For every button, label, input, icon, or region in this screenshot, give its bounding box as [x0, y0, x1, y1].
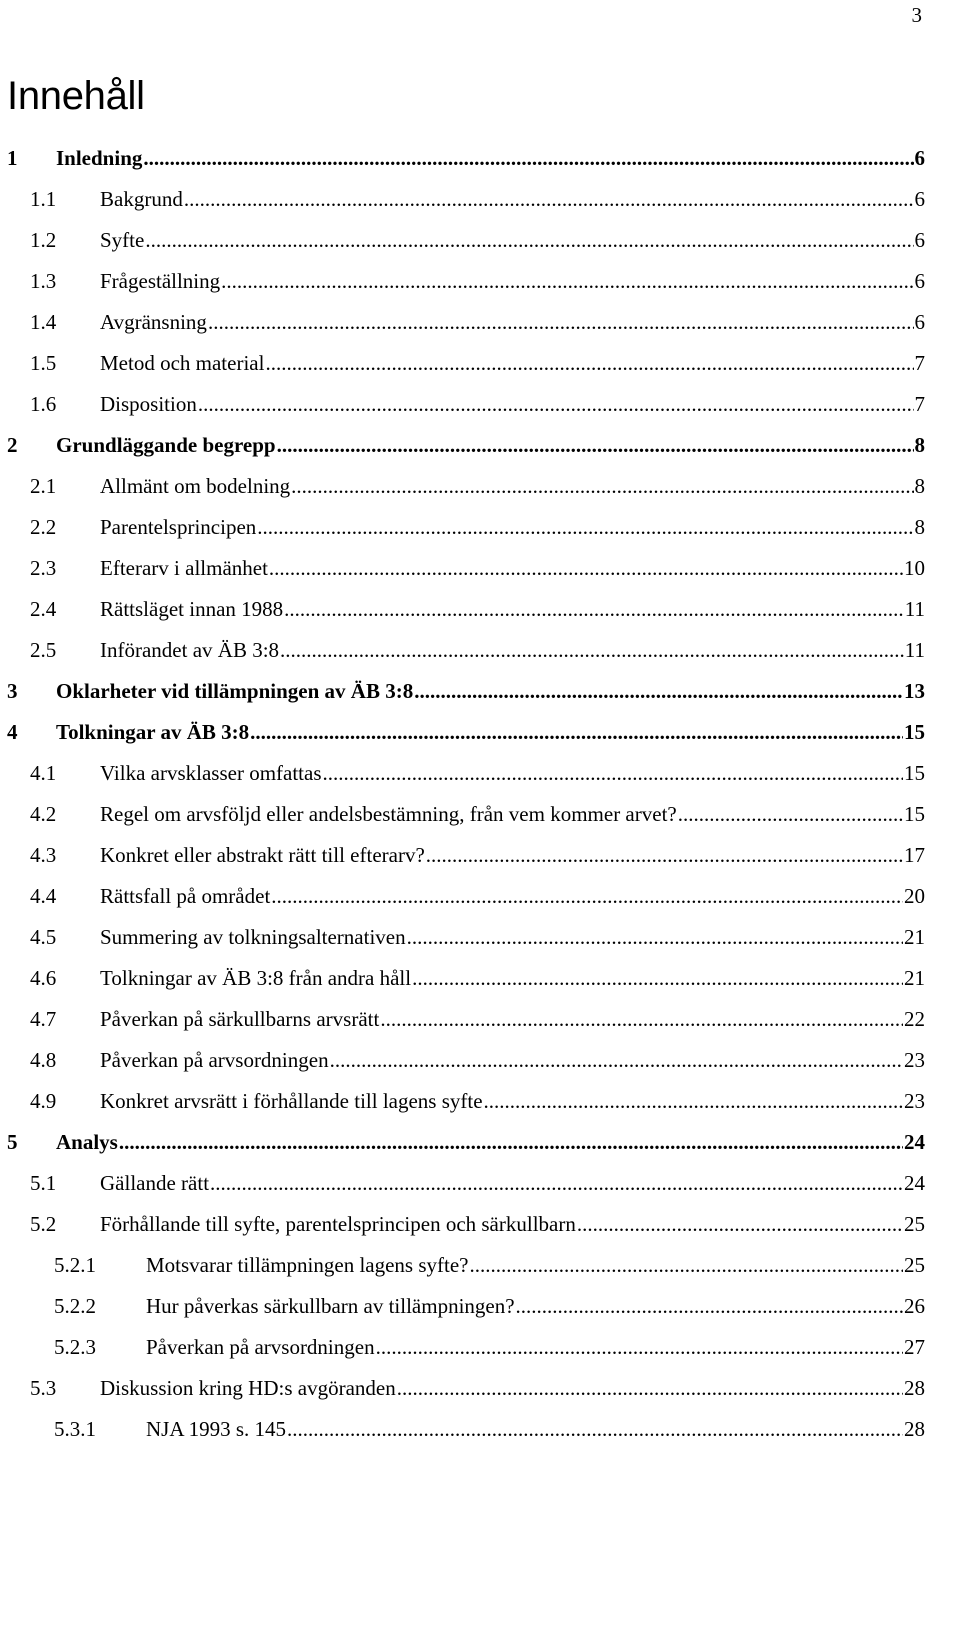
toc-entry-page: 22	[904, 1007, 925, 1031]
toc-entry-title: Konkret eller abstrakt rätt till efterarv?	[100, 843, 425, 867]
dot-leader	[516, 1294, 903, 1319]
toc-entry[interactable]	[0, 884, 925, 914]
toc-entry[interactable]	[0, 515, 925, 545]
dot-leader	[397, 1376, 903, 1401]
toc-entry-title: Hur påverkas särkullbarn av tillämpningen?	[146, 1294, 515, 1318]
toc-entry-number: 5.2	[30, 1212, 57, 1236]
toc-entry-number: 2.3	[30, 556, 57, 580]
toc-entry[interactable]	[0, 1007, 925, 1037]
toc-entry-number: 4.4	[30, 884, 57, 908]
toc-entry-page: 8	[914, 515, 925, 539]
toc-entry-page: 24	[904, 1130, 925, 1154]
toc-entry-title: Oklarheter vid tillämpningen av ÄB 3:8	[56, 679, 414, 703]
toc-entry-page: 10	[904, 556, 925, 580]
dot-leader	[323, 761, 903, 786]
toc-entry-title: Påverkan på särkullbarns arvsrätt	[100, 1007, 380, 1031]
toc-entry[interactable]	[0, 1253, 925, 1283]
toc-entry-title: Rättsläget innan 1988	[100, 597, 284, 621]
dot-leader	[210, 1171, 903, 1196]
toc-entry-number: 4.9	[30, 1089, 57, 1113]
dot-leader	[184, 187, 914, 212]
toc-entry-page: 6	[914, 310, 925, 334]
dot-leader	[678, 802, 903, 827]
toc-entry[interactable]	[0, 228, 925, 258]
toc-entry-number: 1.4	[30, 310, 57, 334]
dot-leader	[250, 720, 903, 745]
dot-leader	[287, 1417, 903, 1442]
toc-entry-number: 2.1	[30, 474, 57, 498]
toc-entry[interactable]	[0, 1048, 925, 1078]
toc-entry[interactable]	[0, 146, 925, 176]
toc-entry-page: 11	[904, 638, 925, 662]
toc-entry-page: 28	[904, 1417, 925, 1441]
toc-entry-number: 2.5	[30, 638, 57, 662]
toc-entry-number: 4.1	[30, 761, 57, 785]
toc-entry-page: 21	[904, 925, 925, 949]
toc-entry[interactable]	[0, 1212, 925, 1242]
toc-entry-page: 11	[904, 597, 925, 621]
toc-entry-page: 17	[904, 843, 925, 867]
toc-entry-page: 13	[904, 679, 925, 703]
toc-entry[interactable]	[0, 556, 925, 586]
toc-entry[interactable]	[0, 843, 925, 873]
toc-entry-page: 25	[904, 1253, 925, 1277]
toc-entry-number: 5.2.2	[54, 1294, 96, 1318]
toc-entry-title: Vilka arvsklasser omfattas	[100, 761, 322, 785]
toc-entry-number: 1.2	[30, 228, 57, 252]
toc-entry-title: Analys	[56, 1130, 118, 1154]
toc-entry[interactable]	[0, 802, 925, 832]
toc-entry-title: Avgränsning	[100, 310, 207, 334]
toc-entry[interactable]	[0, 1376, 925, 1406]
toc-entry[interactable]	[0, 310, 925, 340]
toc-entry-number: 5	[7, 1130, 18, 1154]
toc-entry-title: Gällande rätt	[100, 1171, 210, 1195]
toc-entry-page: 6	[914, 269, 925, 293]
dot-leader	[143, 146, 913, 171]
toc-entry-number: 5.2.1	[54, 1253, 96, 1277]
toc-entry-title: NJA 1993 s. 145	[146, 1417, 287, 1441]
toc-entry-page: 8	[914, 433, 925, 457]
toc-entry-title: Summering av tolkningsalternativen	[100, 925, 406, 949]
toc-entry-number: 1	[7, 146, 18, 170]
toc-entry-number: 3	[7, 679, 18, 703]
toc-entry[interactable]	[0, 720, 925, 750]
toc-entry-number: 5.3	[30, 1376, 57, 1400]
toc-entry-page: 15	[904, 761, 925, 785]
toc-heading: Innehåll	[7, 74, 145, 118]
toc-entry-title: Påverkan på arvsordningen	[146, 1335, 375, 1359]
toc-entry-page: 15	[904, 802, 925, 826]
toc-entry-title: Efterarv i allmänhet	[100, 556, 268, 580]
toc-entry-page: 26	[904, 1294, 925, 1318]
toc-entry-page: 15	[904, 720, 925, 744]
toc-entry[interactable]	[0, 1417, 925, 1447]
toc-entry-number: 4.8	[30, 1048, 57, 1072]
toc-entry-page: 6	[914, 187, 925, 211]
page-number: 3	[911, 3, 922, 27]
dot-leader	[208, 310, 914, 335]
toc-entry-title: Syfte	[100, 228, 145, 252]
toc-entry-number: 5.2.3	[54, 1335, 96, 1359]
toc-entry-title: Konkret arvsrätt i förhållande till lagens syfte	[100, 1089, 483, 1113]
toc-entry-number: 4	[7, 720, 18, 744]
toc-entry-number: 1.3	[30, 269, 57, 293]
dot-leader	[577, 1212, 903, 1237]
dot-leader	[330, 1048, 903, 1073]
toc-entry-page: 20	[904, 884, 925, 908]
toc-entry-title: Förhållande till syfte, parentelsprincipen och särkullbarn	[100, 1212, 576, 1236]
toc-entry[interactable]	[0, 433, 925, 463]
toc-entry-number: 4.2	[30, 802, 57, 826]
toc-entry-number: 2.4	[30, 597, 57, 621]
toc-entry-title: Grundläggande begrepp	[56, 433, 276, 457]
toc-entry-page: 25	[904, 1212, 925, 1236]
toc-entry[interactable]	[0, 1335, 925, 1365]
toc-entry-page: 23	[904, 1089, 925, 1113]
dot-leader	[198, 392, 914, 417]
toc-entry[interactable]	[0, 1089, 925, 1119]
toc-entry-title: Regel om arvsföljd eller andelsbestämning, från vem kommer arvet?	[100, 802, 677, 826]
toc-entry-number: 5.1	[30, 1171, 57, 1195]
toc-entry-title: Inledning	[56, 146, 143, 170]
dot-leader	[470, 1253, 904, 1278]
dot-leader	[407, 925, 903, 950]
dot-leader	[280, 638, 904, 663]
toc-entry-title: Bakgrund	[100, 187, 183, 211]
toc-entry-title: Tolkningar av ÄB 3:8	[56, 720, 250, 744]
toc-entry-page: 7	[914, 392, 925, 416]
dot-leader	[269, 556, 903, 581]
toc-entry-page: 28	[904, 1376, 925, 1400]
dot-leader	[119, 1130, 903, 1155]
toc-entry[interactable]	[0, 679, 925, 709]
toc-entry[interactable]	[0, 925, 925, 955]
toc-entry[interactable]	[0, 1171, 925, 1201]
dot-leader	[257, 515, 913, 540]
dot-leader	[145, 228, 913, 253]
toc-entry-page: 6	[914, 228, 925, 252]
toc-entry[interactable]	[0, 269, 925, 299]
toc-entry[interactable]	[0, 597, 925, 627]
toc-entry-title: Påverkan på arvsordningen	[100, 1048, 329, 1072]
toc-entry[interactable]	[0, 392, 925, 422]
toc-entry-title: Frågeställning	[100, 269, 221, 293]
dot-leader	[221, 269, 913, 294]
dot-leader	[271, 884, 903, 909]
dot-leader	[376, 1335, 903, 1360]
toc-entry[interactable]	[0, 638, 925, 668]
toc-entry-number: 1.5	[30, 351, 57, 375]
toc-entry-title: Metod och material	[100, 351, 265, 375]
toc-entry-title: Motsvarar tillämpningen lagens syfte?	[146, 1253, 469, 1277]
toc-entry-page: 27	[904, 1335, 925, 1359]
toc-entry[interactable]	[0, 474, 925, 504]
toc-entry-page: 21	[904, 966, 925, 990]
dot-leader	[414, 679, 903, 704]
toc-entry-number: 4.6	[30, 966, 57, 990]
toc-entry[interactable]	[0, 761, 925, 791]
dot-leader	[284, 597, 904, 622]
toc-entry-title: Parentelsprincipen	[100, 515, 257, 539]
dot-leader	[426, 843, 903, 868]
toc-entry-number: 2.2	[30, 515, 57, 539]
toc-entry-number: 1.1	[30, 187, 57, 211]
dot-leader	[291, 474, 913, 499]
toc-entry-title: Diskussion kring HD:s avgöranden	[100, 1376, 396, 1400]
toc-entry-page: 23	[904, 1048, 925, 1072]
toc-entry-title: Tolkningar av ÄB 3:8 från andra håll	[100, 966, 412, 990]
toc-entry-number: 4.5	[30, 925, 57, 949]
dot-leader	[412, 966, 903, 991]
toc-entry-page: 7	[914, 351, 925, 375]
toc-entry-number: 4.7	[30, 1007, 57, 1031]
toc-entry[interactable]	[0, 966, 925, 996]
toc-entry-title: Allmänt om bodelning	[100, 474, 291, 498]
toc-entry[interactable]	[0, 187, 925, 217]
toc-entry[interactable]	[0, 1294, 925, 1324]
toc-entry[interactable]	[0, 1130, 925, 1160]
toc-entry-page: 6	[914, 146, 925, 170]
toc-entry-title: Disposition	[100, 392, 197, 416]
dot-leader	[380, 1007, 903, 1032]
dot-leader	[484, 1089, 903, 1114]
toc-entry[interactable]	[0, 351, 925, 381]
toc-entry-number: 4.3	[30, 843, 57, 867]
dot-leader	[277, 433, 914, 458]
toc-entry-title: Rättsfall på området	[100, 884, 271, 908]
toc-entry-number: 1.6	[30, 392, 57, 416]
toc-entry-page: 8	[914, 474, 925, 498]
toc-entry-number: 5.3.1	[54, 1417, 96, 1441]
toc-entry-page: 24	[904, 1171, 925, 1195]
toc-entry-title: Införandet av ÄB 3:8	[100, 638, 280, 662]
toc-entry-number: 2	[7, 433, 18, 457]
dot-leader	[265, 351, 913, 376]
